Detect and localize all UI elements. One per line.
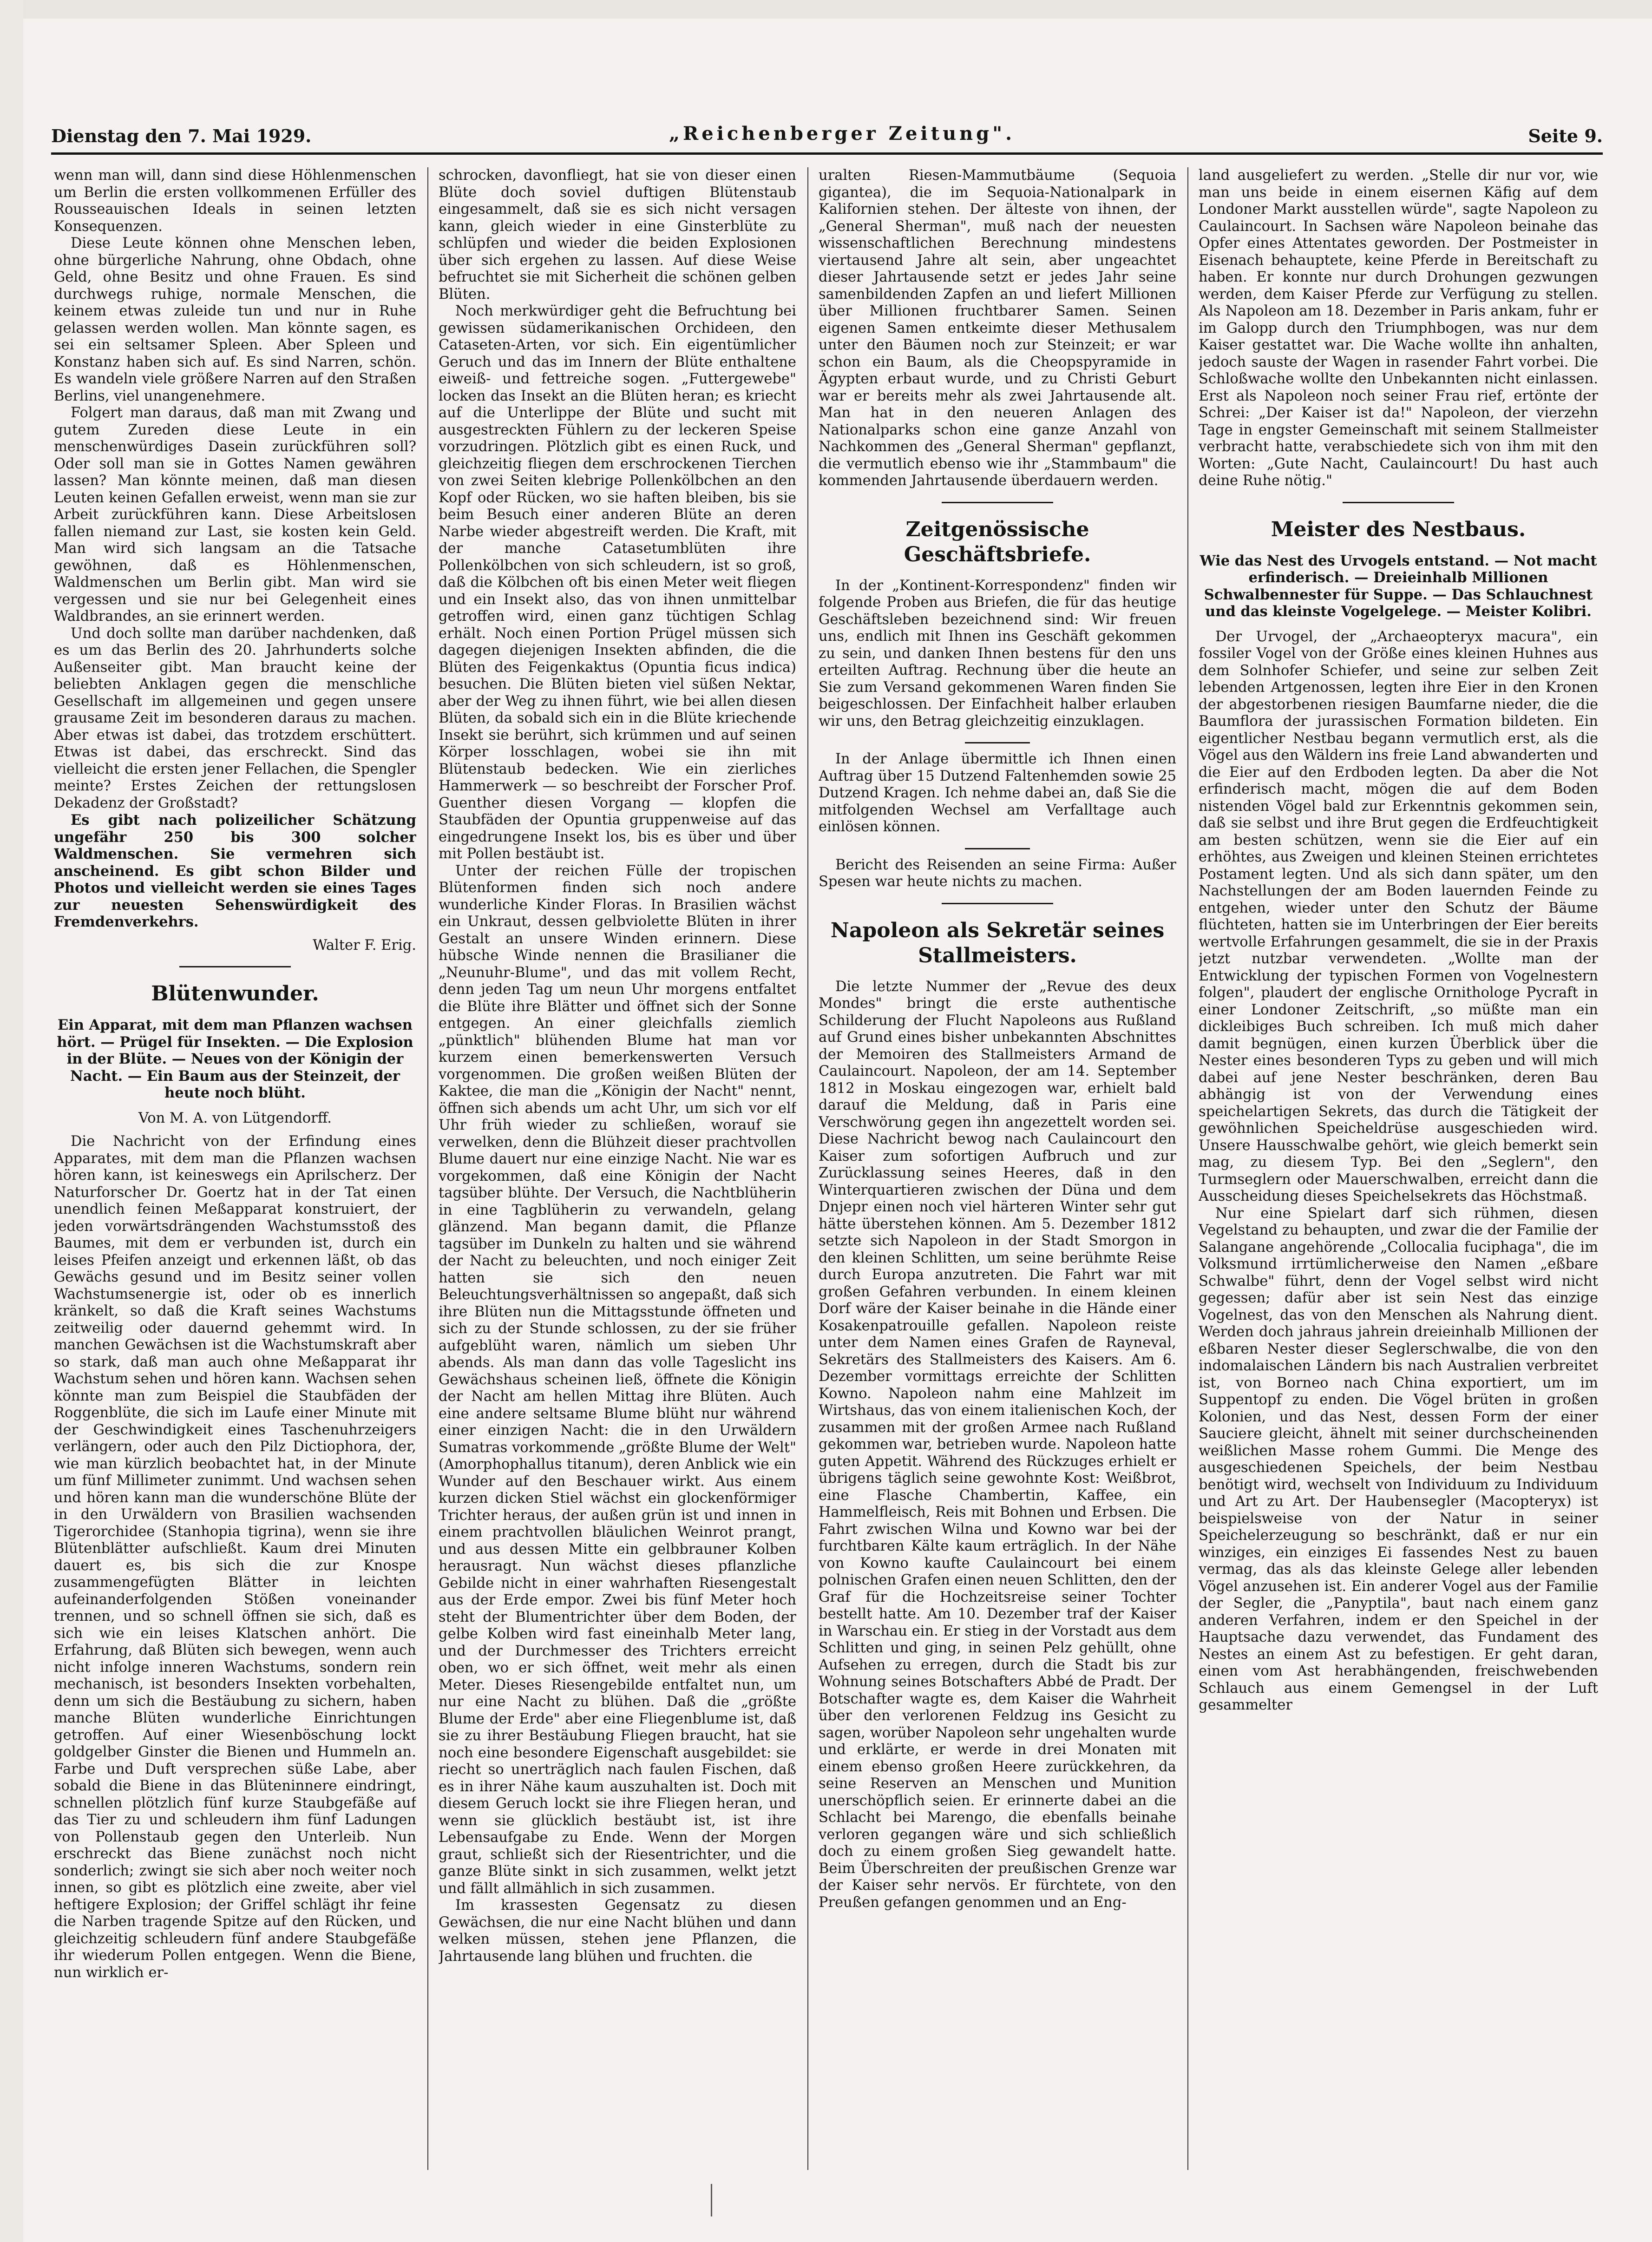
- article-paragraph: wenn man will, dann sind diese Höhlenmenschen um Berlin die ersten vollkommenen Erfüller des Rousseauischen Ideals in seinen letzten Konsequenzen.: [54, 167, 416, 235]
- newspaper-title: „Reichenberger Zeitung".: [669, 123, 1015, 145]
- article-paragraph: Der Urvogel, der „Archaeopteryx macura", ein fossiler Vogel von der Größe eines kleinen Huhnes aus dem Solnhofer Schiefer, und seine zur selben Zeit lebenden Artgenossen, legten ihre Eier in den Kronen der abgestorbenen riesigen Baumfarne nieder, die die Baumflora der jurassischen Formation bildeten. Ein eigentlicher Nestbau begann vermutlich erst, als die Vögel aus den Wäldern ins freie Land abwanderten und die Eier auf den Erdboden legten. Da aber die Not erfinderisch macht, mögen die auf dem Boden nistenden Vögel bald zur Erkenntnis gekommen sein, daß sie selbst und ihre Brut gegen die Erdfeuchtigkeit am besten schützen, wenn sie die Eier auf ein erhöhtes, aus Zweigen und kleinen Steinen errichtetes Postament legten. Und als sich dann später, um den Nachstellungen der am Boden lauernden Feinde zu entgehen, wieder unter den Schutz der Bäume flüchteten, hatten sie im Unterbringen der Eier bereits wertvolle Erfahrungen gesammelt, die sie in der Praxis jetzt nutzbar verwendeten. „Wollte man der Entwicklung der typischen Formen von Vogelnestern folgen", plaudert der englische Ornithologe Pycraft in einer Londoner Zeitschrift, „so müßte man ein dickleibiges Buch schreiben. Ich muß mich daher damit begnügen, einen kurzen Überblick über die Nester eines besonderen Typs zu geben und will mich dabei auf jene Nester beschränken, deren Bau abhängig ist von der Verwendung eines speichelartigen Sekrets, das durch die Tätigkeit der gewöhnlichen Speicheldrüse ausgeschieden wird. Unsere Hausschwalbe gehört, wie gleich bemerkt sein mag, zu diesem Typ. Bei den „Seglern", den Turmseglern oder Mauerschwalben, erreicht dann die Ausscheidung dieses Speichelsekrets das Höchstmaß.: [1199, 628, 1598, 1204]
- section-rule: [965, 742, 1030, 743]
- article-paragraph: Unter der reichen Fülle der tropischen Blütenformen finden sich noch andere wunderliche Kinder Floras. In Brasilien wächst ein Unkraut, dessen gelbviolette Blüten in ihrer Gestalt an unsere Winden erinnern. Diese hübsche Winde nennen die Brasilianer die „Neunuhr-Blume", und das mit vollem Recht, denn jeden Tag um neun Uhr morgens entfaltet die Blüte ihre Blätter und öffnet sich der Sonne entgegen. An einer gleichfalls ziemlich „pünktlich" blühenden Blume hat man vor kurzem einen bemerkenswerten Versuch vorgenommen. Die großen weißen Blüten der Kaktee, die man die „Königin der Nacht" nennt, öffnen sich abends um acht Uhr, um sich vor elf Uhr früh wieder zu schließen, worauf sie verwelken, denn die Blühzeit dieser prachtvollen Blume dauert nur eine einzige Nacht. Nie war es vorgekommen, daß eine Königin der Nacht tagsüber blühte. Der Versuch, die Nachtblüherin in eine Tagblüherin zu verwandeln, gelang glänzend. Man begann damit, die Pflanze tagsüber im Dunkeln zu halten und sie während der Nacht zu beleuchten, und noch einiger Zeit hatten sie sich den neuen Beleuchtungsverhältnissen so angepaßt, daß sich ihre Blüten nun die Mittagsstunde öffneten und sich zu der Stunde schlossen, zu der sie früher aufgeblüht waren, nämlich um sieben Uhr abends. Als man dann das volle Tageslicht ins Gewächshaus scheinen ließ, öffnete die Königin der Nacht am hellen Mittag ihre Blüten. Auch eine andere seltsame Blume blüht nur während einer einzigen Nacht: die in den Urwäldern Sumatras vorkommende „größte Blume der Welt" (Amorphophallus titanum), deren Anblick wie ein Wunder auf den Beschauer wirkt. Aus einem kurzen dicken Stiel wächst ein glockenförmiger Trichter heraus, der außen grün ist und innen in einem prachtvollen bläulichen Weinrot prangt, und aus dessen Mitte ein gelbbrauner Kolben herausragt. Nun wächst dieses pflanzliche Gebilde nicht in einer wahrhaften Riesengestalt aus der Erde empor. Zwei bis fünf Meter hoch steht der Blumentrichter über dem Boden, der gelbe Kolben wird fast eineinhalb Meter lang, und der Durchmesser des Trichters erreicht oben, wo er sich öffnet, weit mehr als einen Meter. Dieses Riesengebilde entfaltet nun, um nur eine Nacht zu blühen. Daß die „größte Blume der Erde" aber eine Fliegenblume ist, daß sie zu ihrer Bestäubung Fliegen braucht, hat sie noch eine besondere Eigenschaft ausgebildet: sie riecht so unerträglich nach faulen Fischen, daß es in ihrer Nähe kaum auszuhalten ist. Doch mit diesem Geruch lockt sie ihre Fliegen heran, und wenn sie glücklich bestäubt ist, ist ihre Lebensaufgabe zu Ende. Wenn der Morgen graut, schließt sich der Riesentrichter, und die ganze Blüte sinkt in sich zusammen, welkt jetzt und fällt allmählich in sich zusammen.: [439, 862, 796, 1897]
- column-divider-1: [427, 167, 428, 2170]
- article-paragraph: Im krassesten Gegensatz zu diesen Gewächsen, die nur eine Nacht blühen und dann welken müssen, stehen jene Pflanzen, die Jahrtausende lang blühen und fruchten. die: [439, 1897, 796, 1965]
- article-paragraph: Folgert man daraus, daß man mit Zwang und gutem Zureden diese Leute in ein menschenwürdiges Dasein zurückführen soll? Oder soll man sie in Gottes Namen gewähren lassen? Man könnte meinen, daß man diesen Leuten keinen Gefallen erweist, wenn man sie zur Arbeit zurückführen kann. Diese Arbeitslosen fallen niemand zur Last, sie kosten kein Geld. Man wird sich langsam an die Tatsache gewöhnen, daß es Höhlenmenschen, Waldmenschen um Berlin gibt. Man wird sie vergessen und sie nur bei Gelegenheit eines Waldbrandes, an sie erinnert werden.: [54, 405, 416, 625]
- article-subtitle: Wie das Nest des Urvogels entstand. — Not macht erfinderisch. — Dreieinhalb Millionen Schwalbennester für Suppe. — Das Schlauchnest und das kleinste Vogelgelege. — Meister Kolibri.: [1200, 552, 1597, 620]
- section-rule: [965, 848, 1030, 849]
- page-header: [51, 116, 1603, 158]
- article-paragraph: In der „Kontinent-Korrespondenz" finden wir folgende Proben aus Briefen, die für das heutige Geschäftsleben bezeichnend sind: Wir freuen uns, endlich mit Ihnen ins Geschäft gekommen zu sein, und danken Ihnen bestens für den uns erteilten Auftrag. Rechnung über die heute an Sie zum Versand gekommenen Waren finden Sie beigeschlossen. Der Einfachheit halber erlauben wir uns, den Betrag gleichzeitig einzuklagen.: [819, 577, 1176, 730]
- column-3: [819, 167, 1176, 2170]
- article-title-nestbau: Meister des Nestbaus.: [1271, 517, 1526, 541]
- article-paragraph: schrocken, davonfliegt, hat sie von dieser einen Blüte doch soviel duftigen Blütenstaub eingesammelt, daß sie es sich nicht versagen kann, gleich wieder in eine Ginsterblüte zu schlüpfen und wieder die beiden Explosionen über sich ergehen zu lassen. Auf diese Weise befruchtet sie mit Sicherheit die schönen gelben Blüten.: [439, 167, 796, 302]
- section-rule: [942, 903, 1053, 904]
- section-rule: [179, 966, 291, 967]
- article-paragraph: Es gibt nach polizeilicher Schätzung ungefähr 250 bis 300 solcher Waldmenschen. Sie vermehren sich anscheinend. Es gibt schon Bilder und Photos und vielleicht werden sie eines Tages zur neuesten Sehenswürdigkeit des Fremdenverkehrs.: [54, 812, 416, 930]
- page-fold-mark: [711, 2184, 712, 2216]
- article-title-geschaeftsbriefe: Zeitgenössische Geschäftsbriefe.: [904, 517, 1091, 566]
- header-date: Dienstag den 7. Mai 1929.: [51, 125, 312, 146]
- column-2: [439, 167, 796, 2170]
- column-divider-3: [1187, 167, 1188, 2170]
- article-paragraph: Nur eine Spielart darf sich rühmen, diesen Vegelstand zu behaupten, und zwar die der Familie der Salangane angehörende „Collocalia fuciphaga", die im Volksmund irrtümlicherweise den Namen „eßbare Schwalbe" führt, denn der Vogel selbst wird nicht gegessen; dafür aber ist sein Nest das einzige Vogelnest, das von den Menschen als Nahrung dient. Werden doch jahraus jahrein dreieinhalb Millionen der eßbaren Nester dieser Seglerschwalbe, die von den indomalaischen Ländern bis nach Australien verbreitet ist, von Borneo nach China exportiert, um im Suppentopf zu enden. Die Vögel brüten in großen Kolonien, und das Nest, dessen Form der einer Sauciere gleicht, ähnelt mit seiner durchscheinenden weißlichen Masse rohem Gummi. Die Menge des ausgeschiedenen Speichels, der beim Nestbau benötigt wird, wechselt von Individuum zu Individuum und Art zu Art. Der Haubensegler (Macopteryx) ist beispielsweise von der Natur in seiner Speichelerzeugung so beschränkt, daß er nur ein winziges, ein einziges Ei fassendes Nest zu bauen vermag, das als das kleinste Gelege aller lebenden Vögel anzusehen ist. Ein anderer Vogel aus der Familie der Segler, die „Panyptila", baut nach einem ganz anderen Verfahren, indem er den Speichel in der Hauptsache dazu verwendet, das Fundament des Nestes an einem Ast zu befestigen. Er geht daran, einen vom Ast herabhängenden, freischwebenden Schlauch aus einem Gemengsel in der Luft gesammelter: [1199, 1205, 1598, 1713]
- page-number: Seite 9.: [1528, 125, 1603, 146]
- article-paragraph: Die letzte Nummer der „Revue des deux Mondes" bringt die erste authentische Schilderung der Flucht Napoleons aus Rußland auf Grund eines bisher unbekannten Abschnittes der Memoiren des Stallmeisters Armand de Caulaincourt. Napoleon, der am 14. September 1812 in Moskau eingezogen war, erhielt bald darauf die Meldung, daß in Paris eine Verschwörung gegen ihn angezettelt worden sei. Diese Nachricht bewog nach Caulaincourt den Kaiser zum sofortigen Aufbruch und zur Zurücklassung seines Heeres, daß in den Winterquartieren zwischen der Düna und dem Dnjepr einen noch viel härteren Winter sehr gut hätte überstehen können. Am 5. Dezember 1812 setzte sich Napoleon in der Stadt Smorgon in den kleinen Schlitten, um seine berühmte Reise durch Europa anzutreten. Die Fahrt war mit großen Gefahren verbunden. In einem kleinen Dorf wäre der Kaiser beinahe in die Hände einer Kosakenpatrouille gefallen. Napoleon reiste unter dem Namen eines Grafen de Rayneval, Sekretärs des Stallmeisters des Kaisers. Am 6. Dezember vormittags erreichte der Schlitten Kowno. Napoleon nahm eine Mahlzeit im Wirtshaus, das von einem italienischen Koch, der zusammen mit der großen Armee nach Rußland gekommen war, betrieben wurde. Napoleon hatte guten Appetit. Während des Rückzuges erhielt er übrigens täglich seine gewohnte Kost: Weißbrot, eine Flasche Chambertin, Kaffee, ein Hammelfleisch, Reis mit Bohnen und Erbsen. Die Fahrt zwischen Wilna und Kowno war bei der furchtbaren Kälte kaum erträglich. In der Nähe von Kowno kaufte Caulaincourt bei einem polnischen Grafen einen neuen Schlitten, den der Graf für die Hochzeitsreise seiner Tochter bestellt hatte. Am 10. Dezember traf der Kaiser in Warschau ein. Er stieg in der Vorstadt aus dem Schlitten und ging, in seinen Pelz gehüllt, ohne Aufsehen zu erregen, durch die Stadt bis zur Wohnung seines Botschafters Abbé de Pradt. Der Botschafter wagte es, dem Kaiser die Wahrheit über den verlorenen Feldzug ins Gesicht zu sagen, worüber Napoleon sehr ungehalten wurde und erklärte, er werde in drei Monaten mit einem ebenso großen Heere zurückkehren, da seine Reserven an Menschen und Munition unerschöpflich seien. Er erinnerte dabei an die Schlacht bei Marengo, die ebenfalls beinahe verloren gegangen wäre und sich schließlich doch zu einem großen Sieg gewandelt hatte. Beim Überschreiten der preußischen Grenze war der Kaiser sehr nervös. Er fürchtete, von den Preußen gefangen genommen und an Eng-: [819, 978, 1176, 1911]
- article-paragraph: Diese Leute können ohne Menschen leben, ohne bürgerliche Nahrung, ohne Obdach, ohne Geld, ohne Besitz und ohne Frauen. Es sind durchwegs ruhige, normale Menschen, die keinem etwas zuleide tun und nur in Ruhe gelassen werden wollen. Man könnte sagen, es sei ein seltsamer Spleen. Aber Spleen und Konstanz haben sich auf. Es sind Narren, schön. Es wandeln viele größere Narren auf den Straßen Berlins, viel unangenehmere.: [54, 235, 416, 404]
- section-rule: [1343, 502, 1454, 503]
- article-paragraph: land ausgeliefert zu werden. „Stelle dir nur vor, wie man uns beide in einem eisernen Käfig auf dem Londoner Markt ausstellen würde", sagte Napoleon zu Caulaincourt. In Sachsen wäre Napoleon beinahe das Opfer eines Attentates geworden. Der Postmeister in Eisenach behauptete, keine Pferde in Bereitschaft zu haben. Er konnte nur durch Drohungen gezwungen werden, dem Kaiser Pferde zur Verfügung zu stellen. Als Napoleon am 18. Dezember in Paris ankam, fuhr er im Galopp durch den Triumphbogen, was nur dem Kaiser gestattet war. Die Wache wollte ihn anhalten, jedoch sauste der Wagen in rasender Fahrt vorbei. Die Schloßwache wollte den Unbekannten nicht einlassen. Erst als Napoleon noch seiner Frau rief, ertönte der Schrei: „Der Kaiser ist da!" Napoleon, der vierzehn Tage in engster Gemeinschaft mit seinem Stallmeister verbracht hatte, verabschiedete sich von ihm mit den Worten: „Gute Nacht, Caulaincourt! Du hast auch deine Ruhe nötig.": [1199, 167, 1598, 489]
- scan-edge-top: [0, 0, 1652, 19]
- column-1: [54, 167, 416, 2170]
- header-rule: [51, 152, 1603, 155]
- column-4: [1199, 167, 1598, 2170]
- author-signature: Walter F. Erig.: [313, 937, 416, 953]
- column-divider-2: [807, 167, 808, 2170]
- article-paragraph: In der Anlage übermittle ich Ihnen einen Auftrag über 15 Dutzend Faltenhemden sowie 25 Dutzend Kragen. Ich nehme dabei an, daß Sie die mitfolgenden Wechsel am Verfalltage auch einlösen können.: [819, 751, 1176, 835]
- section-rule: [942, 502, 1053, 503]
- article-paragraph: Bericht des Reisenden an seine Firma: Außer Spesen war heute nichts zu machen.: [819, 856, 1176, 890]
- article-subtitle: Ein Apparat, mit dem man Pflanzen wachsen hört. — Prügel für Insekten. — Die Explosion in der Blüte. — Neues von der Königin der Nacht. — Ein Baum aus der Steinzeit, der heute noch blüht.: [57, 1017, 413, 1101]
- article-paragraph: Noch merkwürdiger geht die Befruchtung bei gewissen südamerikanischen Orchideen, den Cataseten-Arten, vor sich. Ein eigentümlicher Geruch und das im Innern der Blüte enthaltene eiweiß- und fettreiche sogen. „Futtergewebe" locken das Insekt an die Blüten heran; es kriecht auf die Unterlippe der Blüte und sucht mit ausgestreckten Fühlern zu der leckeren Speise vorzudringen. Plötzlich gibt es einen Ruck, und gleichzeitig fliegen dem erschrockenen Tierchen von zwei Seiten klebrige Pollenkölbchen an den Kopf oder Rücken, wo sie haften bleiben, bis sie beim Besuch einer anderen Blüte an deren Narbe wieder abgestreift werden. Die Kraft, mit der manche Catasetumblüten ihre Pollenkölbchen von sich schleudern, ist so groß, daß die Kölbchen oft bis einen Meter weit fliegen und ein Insekt also, das von ihnen unmittelbar getroffen wird, einen ganz tüchtigen Schlag erhält. Noch einen Portion Prügel müssen sich dagegen diejenigen Insekten abfinden, die die Blüten des Feigenkaktus (Opuntia ficus indica) besuchen. Die Blüten bieten viel süßen Nektar, aber der Weg zu ihnen führt, wie bei allen diesen Blüten, da sobald sich ein in die Blüte kriechende Insekt sie berührt, sich krümmen und auf seinen Körper losschlagen, wobei sie ihn mit Blütenstaub bedecken. Wie ein zierliches Hammerwerk — so beschreibt der Forscher Prof. Guenther diesen Vorgang — klopfen die Staubfäden der Opuntia gruppenweise auf das eingedrungene Insekt los, bis es über und über mit Pollen bestäubt ist.: [439, 303, 796, 862]
- scan-edge-left: [0, 0, 23, 2242]
- article-byline: Von M. A. von Lütgendorff.: [138, 1110, 332, 1126]
- article-paragraph: uralten Riesen-Mammutbäume (Sequoia gigantea), die im Sequoia-Nationalpark in Kalifornien stehen. Der älteste von ihnen, der „General Sherman", muß nach der neuesten wissenschaftlichen Berechnung mindestens viertausend Jahre alt sein, aber ungeachtet dieser Jahrtausende setzt er jedes Jahr seine samenbildenden Zapfen an und liefert Millionen über Millionen fruchtbarer Samen. Seinen eigenen Samen entkeimte dieser Methusalem unter den Bäumen noch zur Steinzeit; er war schon ein Baum, als die Cheopspyramide in Ägypten erbaut wurde, und zu Christi Geburt war er bereits mehr als zwei Jahrtausende alt. Man hat in den neueren Anlagen des Nationalparks schon eine ganze Anzahl von Nachkommen des „General Sherman" gepflanzt, die vermutlich ebenso wie ihr „Stammbaum" die kommenden Jahrtausende überdauern werden.: [819, 167, 1176, 489]
- article-title-bluetenwunder: Blütenwunder.: [151, 982, 319, 1006]
- article-paragraph: Und doch sollte man darüber nachdenken, daß es um das Berlin des 20. Jahrhunderts solche Außenseiter gibt. Man braucht keine der beliebten Anklagen gegen die menschliche Gesellschaft im allgemeinen und gegen unsere grausame Zeit im besonderen daraus zu machen. Aber etwas ist dabei, das trotzdem erschüttert. Etwas ist dabei, das erschreckt. Sind das vielleicht die ersten jener Fellachen, die Spengler meinte? Erstes Zeichen der rettungslosen Dekadenz der Großstadt?: [54, 625, 416, 811]
- article-paragraph: Die Nachricht von der Erfindung eines Apparates, mit dem man die Pflanzen wachsen hören kann, ist keineswegs ein Aprilscherz. Der Naturforscher Dr. Goertz hat in der Tat einen unendlich feinen Meßapparat konstruiert, der jeden vorwärtsdrängenden Wachstumsstoß des Baumes, mit dem er verbunden ist, durch ein leises Pfeifen anzeigt und erkennen läßt, ob das Gewächs gesund und im Besitz seiner vollen Wachstumsenergie ist, oder ob es innerlich kränkelt, so daß die Kraft seines Wachstums zeitweilig oder dauernd gehemmt wird. In manchen Gewächsen ist die Wachstumskraft aber so stark, daß man auch ohne Meßapparat ihr Wachstum sehen und hören kann. Wachsen sehen könnte man zum Beispiel die Staubfäden der Roggenblüte, die sich im Laufe einer Minute mit der Geschwindigkeit eines Taschenuhrzeigers verlängern, oder auch den Pilz Dictiophora, der, wie man kürzlich beobachtet hat, in der Minute um fünf Millimeter zunimmt. Und wachsen sehen und hören kann man die wunderschöne Blüte der in den Urwäldern von Brasilien wachsenden Tigerorchidee (Stanhopia tigrina), wenn sie ihre Blütenblätter aufschließt. Kaum drei Minuten dauert es, bis sich die zur Knospe zusammengefügten Blätter in leichten aufeinanderfolgenden Stößen voneinander trennen, und so schnell öffnen sie sich, daß es sich wie ein leises Klatschen anhört. Die Erfahrung, daß Blüten sich bewegen, wenn auch nicht infolge inneren Wachstums, sondern rein mechanisch, ist besonders Insekten vorbehalten, denn um sich die Bestäubung zu sichern, haben manche Blüten wunderliche Einrichtungen getroffen. Auf einer Wiesenböschung lockt goldgelber Ginster die Bienen und Hummeln an. Farbe und Duft versprechen süße Labe, aber sobald die Biene in das Blüteninnere eindringt, schnellen plötzlich fünf kurze Staubgefäße auf das Tier zu und schleudern ihm fünf Ladungen von Pollenstaub gegen den Unterleib. Nun erschreckt das Biene zunächst noch nicht sonderlich; zwingt sie sich aber noch weiter noch innen, so gibt es plötzlich eine zweite, aber viel heftigere Explosion; der Griffel schlägt ihr feine die Narben tragende Spitze auf den Rücken, und gleichzeitig schleudern fünf andere Staubgefäße ihr wiederum Pollen entgegen. Wenn die Biene, nun wirklich er-: [54, 1133, 416, 1981]
- article-title-napoleon: Napoleon als Sekretär seines Stallmeisters.: [830, 918, 1165, 967]
